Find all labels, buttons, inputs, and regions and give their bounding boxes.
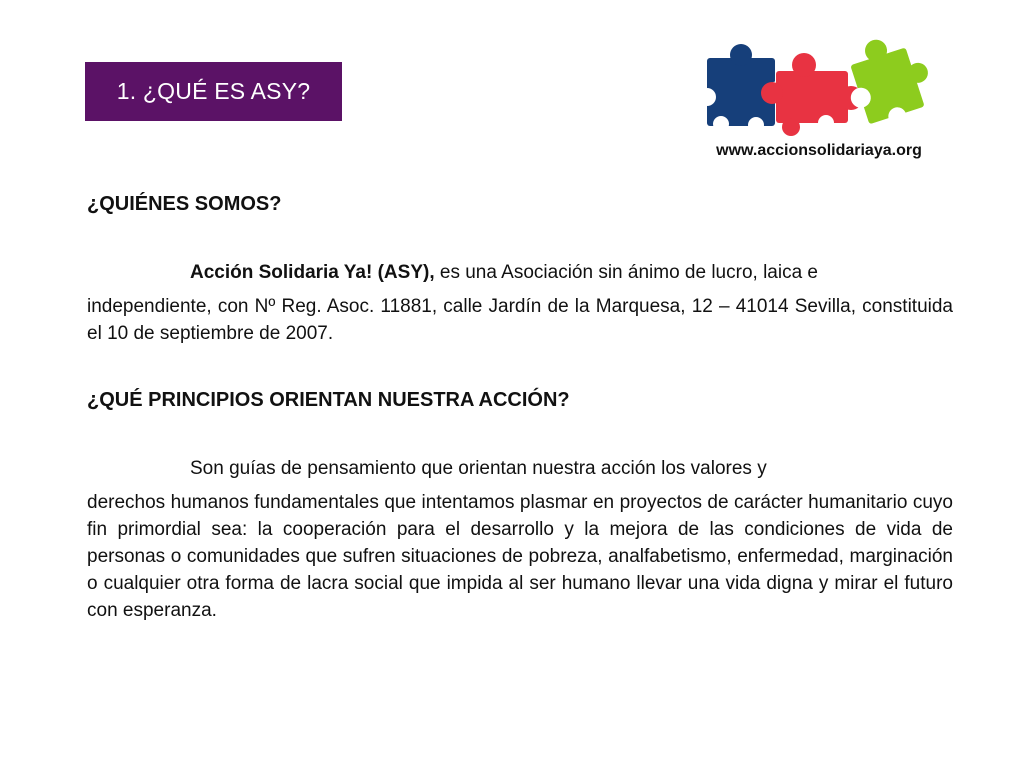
slide-title: 1. ¿QUÉ ES ASY?	[116, 78, 311, 104]
green-puzzle-piece-icon	[836, 27, 940, 137]
paragraph-body: independiente, con Nº Reg. Asoc. 11881, calle Jardín de la Marquesa, 12 – 41014 Sevilla, constituida el 10 de septiembre de 2007.	[87, 296, 953, 344]
paragraph-principios	[87, 455, 953, 624]
line-spacing	[87, 286, 953, 293]
organization-name: Acción Solidaria Ya! (ASY),	[190, 262, 435, 283]
title-banner	[85, 62, 342, 121]
section-heading-quienes-somos: ¿QUIÉNES SOMOS?	[87, 193, 282, 215]
red-puzzle-piece-icon	[761, 53, 863, 136]
section-heading-principios: ¿QUÉ PRINCIPIOS ORIENTAN NUESTRA ACCIÓN?	[87, 389, 570, 411]
puzzle-logo-icon	[700, 26, 940, 138]
paragraph-quienes-somos	[87, 259, 953, 347]
paragraph-body: derechos humanos fundamentales que intentamos plasmar en proyectos de carácter humanitario cuyo fin primordial sea: la cooperación para el desarrollo y la mejora de las condiciones de vida de personas o comunidades que sufren situaciones de pobreza, analfabetismo, enfermedad, marginación o cualquier otra forma de lacra social que impida al ser humano llevar una vida digna y mirar el futuro con esperanza.	[87, 492, 953, 621]
line-spacing	[87, 482, 953, 489]
website-url: www.accionsolidariaya.org	[716, 142, 922, 159]
paragraph-first-line: es una Asociación sin ánimo de lucro, laica e	[434, 262, 818, 283]
paragraph-first-line: Son guías de pensamiento que orientan nuestra acción los valores y	[190, 458, 767, 479]
